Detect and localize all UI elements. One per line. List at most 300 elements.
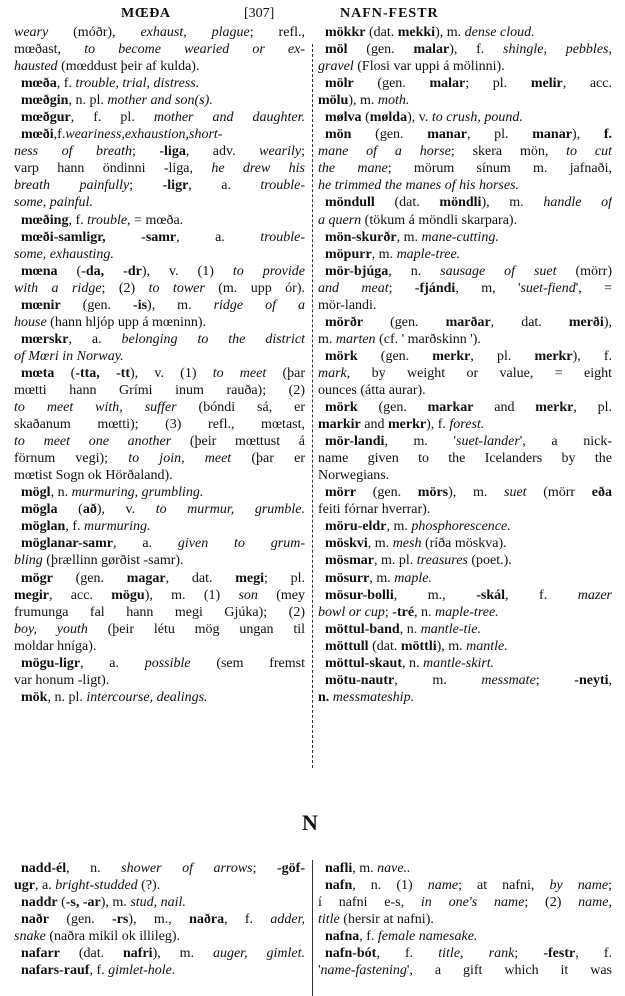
entry-text: , = mœða. xyxy=(127,212,184,228)
entry-text: , n. xyxy=(402,655,424,671)
headword-text: markar xyxy=(427,400,474,416)
definition-text: ness of breath xyxy=(14,144,132,160)
entry-line xyxy=(318,860,612,877)
headword-text: mön xyxy=(325,127,352,143)
entry-line xyxy=(318,126,612,143)
headword-text: -da, -dr xyxy=(81,263,142,279)
headword-text: mörs xyxy=(417,485,449,501)
definition-text: gravel xyxy=(318,59,354,75)
entry-line xyxy=(14,143,305,160)
entry-line xyxy=(318,689,612,706)
entry-line xyxy=(14,280,305,297)
entry-line xyxy=(318,109,612,126)
entry-text: í nafni e-s, xyxy=(318,895,421,911)
entry-text: (þar er xyxy=(231,451,305,467)
entry-text: , m. xyxy=(396,229,422,245)
headword-text: mösurr xyxy=(325,570,370,586)
entry-text: , pl. xyxy=(470,348,535,364)
headword-text: -skál xyxy=(476,587,505,603)
headword-text: möl xyxy=(325,42,348,58)
definition-text: moth. xyxy=(377,93,410,109)
headword-text: mötu-nautr xyxy=(325,672,395,688)
entry-text: ( xyxy=(57,895,66,911)
headword-text: -göf- xyxy=(277,861,305,876)
headword-text: -festr xyxy=(543,946,576,962)
entry-text: ; (2) xyxy=(524,895,579,911)
entry-text: (Flosi var uppi á mölinni). xyxy=(353,59,505,75)
entry-text: ; xyxy=(388,280,415,296)
definition-text: suet-lander xyxy=(456,434,520,450)
entry-text: ; xyxy=(301,144,305,160)
definition-text: handle of xyxy=(543,195,612,211)
entry-text: , m, ' xyxy=(455,280,521,296)
headword-text: nafri xyxy=(123,946,153,962)
headword-text: mœðgin xyxy=(21,93,69,109)
entry-line xyxy=(14,570,305,587)
entry-text: , dat. xyxy=(165,570,236,586)
entry-text: (þeir létu mög ungan til xyxy=(87,621,305,637)
headword-text: mœðgur xyxy=(21,110,71,126)
entry-text: , f. xyxy=(89,963,109,979)
headword-text: mœna xyxy=(21,263,58,279)
headword-text: mörr xyxy=(325,485,357,501)
definition-text: maple-tree. xyxy=(396,246,461,262)
entry-line xyxy=(14,246,305,263)
entry-line xyxy=(14,229,305,246)
definition-text: son xyxy=(238,587,258,603)
headword-text: merkr xyxy=(387,417,427,433)
headword-text: magar xyxy=(126,570,166,586)
entry-text: , m. xyxy=(371,246,397,262)
definition-text: to become wearied or ex- xyxy=(84,42,305,58)
entry-line xyxy=(318,450,612,467)
entry-line xyxy=(14,689,305,706)
entry-text: , n. pl. xyxy=(47,689,87,705)
entry-line xyxy=(318,160,612,177)
entry-text: (gen. xyxy=(357,400,428,416)
entry-text: ), xyxy=(571,127,604,143)
definition-text: murmuring. xyxy=(84,519,151,535)
definition-text: possible xyxy=(144,655,191,671)
headword-text: mögu xyxy=(111,587,145,603)
headword-text: mögl xyxy=(21,485,51,501)
definition-text: sausage of suet xyxy=(440,263,557,279)
entry-text: and xyxy=(473,400,536,416)
entry-line xyxy=(318,143,612,160)
headword-text: mösmar xyxy=(325,553,374,569)
entry-line xyxy=(14,348,305,365)
entry-text: , m. ' xyxy=(384,434,456,450)
entry-text: ), f. xyxy=(426,417,450,433)
entry-text: (gen. xyxy=(357,348,433,364)
entry-line xyxy=(318,433,612,450)
headword-text: mörk xyxy=(325,400,358,416)
entry-line xyxy=(14,58,305,75)
entry-text: , acc. xyxy=(562,76,612,92)
headword-text: malar xyxy=(413,42,450,58)
headword-text: möttull xyxy=(325,638,369,654)
entry-text: ), m. xyxy=(448,485,504,501)
entry-line xyxy=(318,365,612,382)
entry-text: (m. upp ór). xyxy=(204,280,305,296)
definition-text: trouble, trial, distress. xyxy=(75,76,200,92)
headword-text: mösur-bolli xyxy=(325,587,394,603)
definition-text: to provide xyxy=(232,263,305,279)
definition-text: to join, meet xyxy=(128,451,232,467)
entry-text: , m. pl. xyxy=(374,553,417,569)
definition-text: mane of a horse xyxy=(318,144,451,160)
entry-line xyxy=(318,382,612,399)
entry-text: ; mörum sínum m. jafnaði, xyxy=(387,161,612,177)
definition-text: given to grum- xyxy=(177,536,305,552)
entry-line xyxy=(14,297,305,314)
entry-text: , a. xyxy=(113,536,178,552)
definition-text: breath painfully xyxy=(14,178,130,194)
definition-text: bright-studded xyxy=(55,878,138,894)
entry-text: ), v. xyxy=(407,110,432,126)
entry-text: (ríða möskva). xyxy=(421,536,507,552)
entry-text: ), m. xyxy=(147,297,214,313)
definition-text: phosphorescence. xyxy=(411,519,511,535)
entry-text: ), m. xyxy=(100,895,131,911)
entry-text: var honum -ligt). xyxy=(14,672,110,688)
entry-line xyxy=(14,860,305,877)
entry-line xyxy=(318,331,612,348)
headword-text: -neyti xyxy=(574,672,609,688)
entry-line xyxy=(14,24,305,41)
entry-text: (dat. xyxy=(368,638,401,654)
entry-text: (gen. xyxy=(49,912,113,928)
definition-text: name xyxy=(427,878,459,894)
entry-text: ), m. (1) xyxy=(144,587,239,603)
entry-line xyxy=(318,348,612,365)
entry-line xyxy=(14,433,305,450)
entry-line xyxy=(318,194,612,211)
entry-text: , a. xyxy=(188,178,261,194)
entry-text: ( xyxy=(361,110,370,126)
headword-text: n. xyxy=(318,689,333,705)
entry-line xyxy=(318,655,612,672)
headword-text: megi xyxy=(235,570,264,586)
entry-line xyxy=(318,229,612,246)
entry-text: , adv. xyxy=(185,144,260,160)
headword-text: naðr xyxy=(21,912,49,928)
definition-text: to murmur, grumble. xyxy=(155,502,305,518)
entry-line xyxy=(14,945,305,962)
entry-text: , f. pl. xyxy=(70,110,154,126)
headword-text: -tré xyxy=(392,604,415,620)
entry-text: (sem fremst xyxy=(190,655,305,671)
definition-text: mantle-skirt. xyxy=(423,655,495,671)
entry-text: ), m. xyxy=(481,195,544,211)
headword-text: möglan xyxy=(21,519,66,535)
entry-text: , f. xyxy=(68,212,88,228)
headword-text: möttli xyxy=(400,638,437,654)
entry-text: (dat. xyxy=(365,25,398,40)
entry-text: , n. (1) xyxy=(352,878,428,894)
headword-text: nadd-él xyxy=(21,861,67,876)
entry-line xyxy=(14,177,305,194)
entry-text: , n. pl. xyxy=(68,93,108,109)
entry-text: feiti fórnar hverrar). xyxy=(318,502,431,518)
entry-text: (þar xyxy=(266,365,305,381)
entry-text: , xyxy=(608,672,612,688)
left-guide-word: MŒÐA xyxy=(121,6,171,21)
definition-text: suet-fiend xyxy=(520,280,576,296)
definition-text: mazer xyxy=(577,587,612,603)
entry-text: (þrællinn gørðist -samr). xyxy=(42,553,184,569)
page-number: [307] xyxy=(244,6,275,21)
entry-text: , f. xyxy=(56,76,76,92)
entry-line xyxy=(14,450,305,467)
entry-text: ,f. xyxy=(53,127,66,143)
entry-line xyxy=(14,263,305,280)
entry-text: m. xyxy=(318,331,336,347)
definition-text: some, exhausting. xyxy=(14,246,114,262)
headword-text: mœrskr xyxy=(21,331,69,347)
entry-text: , a. xyxy=(35,878,56,894)
right-column-m-entries xyxy=(318,24,612,706)
entry-line xyxy=(14,911,305,928)
entry-text: (gen. xyxy=(351,127,428,143)
headword-text: mök xyxy=(21,689,48,705)
definition-text: by name xyxy=(549,878,609,894)
entry-text: ', a gift which it was xyxy=(406,963,612,979)
entry-line xyxy=(318,911,612,928)
entry-line xyxy=(14,501,305,518)
definition-text: maple. xyxy=(394,570,432,586)
entry-line xyxy=(318,894,612,911)
headword-text: ugr xyxy=(14,878,35,894)
entry-line xyxy=(14,75,305,92)
definition-text: to crush, pound. xyxy=(431,110,523,126)
entry-text: ; refl., xyxy=(249,25,305,40)
definition-text: belonging to the district xyxy=(121,331,305,347)
column-divider xyxy=(312,44,313,768)
left-column-n-entries xyxy=(14,860,305,979)
definition-text: maple-tree. xyxy=(435,604,499,620)
entry-line xyxy=(318,587,612,604)
entry-text: ', = xyxy=(575,280,612,296)
definition-text: to tower xyxy=(148,280,205,296)
definition-text: snake xyxy=(14,929,46,945)
entry-line xyxy=(318,570,612,587)
right-guide-word: NAFN-FESTR xyxy=(340,6,439,21)
entry-text: ; xyxy=(514,946,544,962)
entry-text: (gen. xyxy=(353,76,430,92)
headword-text: mör-bjúga xyxy=(325,263,389,279)
entry-text: moldar hníga). xyxy=(14,638,97,654)
headword-text: mön-skurðr xyxy=(325,229,397,245)
definition-text: mantle-tie. xyxy=(420,621,481,637)
definition-text: in one's name xyxy=(420,895,525,911)
definition-text: house xyxy=(14,314,47,330)
entry-text: mör-landi. xyxy=(318,297,377,313)
headword-text: nafars-rauf xyxy=(21,963,90,979)
headword-text: malar xyxy=(429,76,466,92)
headword-text: möru-eldr xyxy=(325,519,387,535)
entry-text: ), m., xyxy=(128,912,190,928)
definition-text: mark xyxy=(318,365,347,381)
entry-text: and xyxy=(360,417,388,433)
entry-text: ), m. xyxy=(152,946,213,962)
entry-text: ; xyxy=(129,178,163,194)
entry-line xyxy=(14,655,305,672)
entry-text: , m. xyxy=(367,536,393,552)
entry-text: , a. xyxy=(68,331,122,347)
definition-text: to meet xyxy=(212,365,267,381)
headword-text: nafli xyxy=(325,861,353,876)
entry-line xyxy=(14,160,305,177)
entry-line xyxy=(318,484,612,501)
definition-text: nave.. xyxy=(377,861,411,876)
headword-text: mölu xyxy=(318,93,349,109)
entry-line xyxy=(318,92,612,109)
entry-text: (þeir mœttust á xyxy=(171,434,305,450)
entry-text: (mey xyxy=(257,587,305,603)
entry-text: (?). xyxy=(137,878,161,894)
entry-text: (mörr xyxy=(526,485,592,501)
headword-text: mœða xyxy=(21,76,57,92)
headword-text: mekki xyxy=(397,25,436,40)
headword-text: möpurr xyxy=(325,246,372,262)
entry-text: , f. xyxy=(224,912,271,928)
entry-text: ; at nafni, xyxy=(458,878,550,894)
entry-text: (poet.). xyxy=(467,553,512,569)
definition-text: adder, xyxy=(270,912,305,928)
right-column-n-entries xyxy=(318,860,612,979)
definition-text: to cut xyxy=(566,144,612,160)
entry-line xyxy=(14,672,305,689)
headword-text: -rs xyxy=(112,912,129,928)
entry-text: ; xyxy=(535,672,575,688)
entry-text: , by weight or value, = eight xyxy=(346,365,612,381)
definition-text: gimlet-hole. xyxy=(108,963,176,979)
headword-text: markir xyxy=(318,417,361,433)
headword-text: mör-landi xyxy=(325,434,385,450)
entry-line xyxy=(14,314,305,331)
definition-text: messmate xyxy=(481,672,536,688)
definition-text: bowl or cup xyxy=(318,604,385,620)
entry-text: ' xyxy=(318,963,321,979)
entry-text: ( xyxy=(57,502,83,518)
entry-line xyxy=(14,535,305,552)
entry-line xyxy=(318,467,612,484)
definition-text: he drew his xyxy=(211,161,305,177)
entry-line xyxy=(14,928,305,945)
entry-text: frumunga fal hann megi Gjúka); (2) xyxy=(14,604,305,620)
entry-text: ; xyxy=(132,144,160,160)
entry-line xyxy=(318,41,612,58)
entry-text: (bóndi sá, er xyxy=(176,400,305,416)
definition-text: mesh xyxy=(392,536,422,552)
entry-text: , pl. xyxy=(573,400,612,416)
definition-text: he trimmed the manes of his horses. xyxy=(318,178,520,194)
definition-text: mantle. xyxy=(466,638,508,654)
headword-text: megir xyxy=(14,587,49,603)
entry-text: ), v. xyxy=(96,502,156,518)
entry-line xyxy=(318,877,612,894)
entry-text: ounces (átta aurar). xyxy=(318,382,426,398)
entry-line xyxy=(318,212,612,229)
entry-text: , a. xyxy=(80,655,145,671)
headword-text: naðra xyxy=(189,912,225,928)
headword-text: mölr xyxy=(325,76,354,92)
headword-text: mœði xyxy=(21,127,54,143)
entry-text: ; skera mön, xyxy=(450,144,567,160)
headword-text: nafarr xyxy=(21,946,60,962)
entry-line xyxy=(14,416,305,433)
entry-line xyxy=(14,604,305,621)
definition-text: name, xyxy=(578,895,612,911)
entry-line xyxy=(318,297,612,314)
headword-text: merkr xyxy=(534,348,573,364)
entry-line xyxy=(14,518,305,535)
entry-text: ( xyxy=(54,365,76,381)
headword-text: -liga xyxy=(159,144,186,160)
headword-text: mörk xyxy=(325,348,358,364)
entry-text: , n. xyxy=(414,604,436,620)
definition-text: boy, youth xyxy=(14,621,88,637)
entry-line xyxy=(318,58,612,75)
entry-text: (dat. xyxy=(59,946,123,962)
definition-text: exhaust, plague xyxy=(140,25,250,40)
entry-text: ; xyxy=(608,878,612,894)
entry-line xyxy=(14,638,305,655)
headword-text: möglanar-samr xyxy=(21,536,114,552)
entry-text: , m. xyxy=(386,519,412,535)
headword-text: nafn xyxy=(325,878,353,894)
headword-text: -tta, -tt xyxy=(75,365,130,381)
headword-text: merkr xyxy=(432,348,471,364)
entry-text: , a. xyxy=(176,229,261,245)
entry-line xyxy=(14,467,305,484)
entry-text: (gen. xyxy=(356,485,418,501)
entry-text: , f. xyxy=(376,946,439,962)
entry-text: , m., xyxy=(393,587,477,603)
headword-text: mœta xyxy=(21,365,55,381)
entry-line xyxy=(14,331,305,348)
entry-line xyxy=(318,604,612,621)
entry-line xyxy=(318,280,612,297)
entry-text: förnum vegi); xyxy=(14,451,129,467)
entry-text: , dat. xyxy=(490,314,569,330)
definition-text: shingle, pebbles, xyxy=(503,42,612,58)
definition-text: some, painful. xyxy=(14,195,93,211)
headword-text: möndli xyxy=(439,195,482,211)
entry-text: (mœddust þeir af kulda). xyxy=(57,59,200,75)
definition-text: wearily xyxy=(259,144,302,160)
headword-text: mœði-samligr, -samr xyxy=(21,229,177,245)
headword-text: mœnir xyxy=(21,297,61,313)
entry-text: , f. xyxy=(65,519,85,535)
section-letter-heading: N xyxy=(302,810,318,835)
definition-text: messmateship. xyxy=(332,689,415,705)
definition-text: ridge of a xyxy=(213,297,305,313)
entry-line xyxy=(14,382,305,399)
entry-text: ), xyxy=(603,314,612,330)
entry-line xyxy=(14,621,305,638)
entry-text: ), m. xyxy=(435,25,465,40)
entry-line xyxy=(318,672,612,689)
definition-text: of Mœri in Norway. xyxy=(14,348,124,364)
definition-text: trouble xyxy=(87,212,128,228)
headword-text: möttul-band xyxy=(325,621,400,637)
entry-text: ; pl. xyxy=(465,76,531,92)
headword-text: nafna xyxy=(325,929,360,945)
entry-line xyxy=(318,246,612,263)
entry-line xyxy=(318,399,612,416)
